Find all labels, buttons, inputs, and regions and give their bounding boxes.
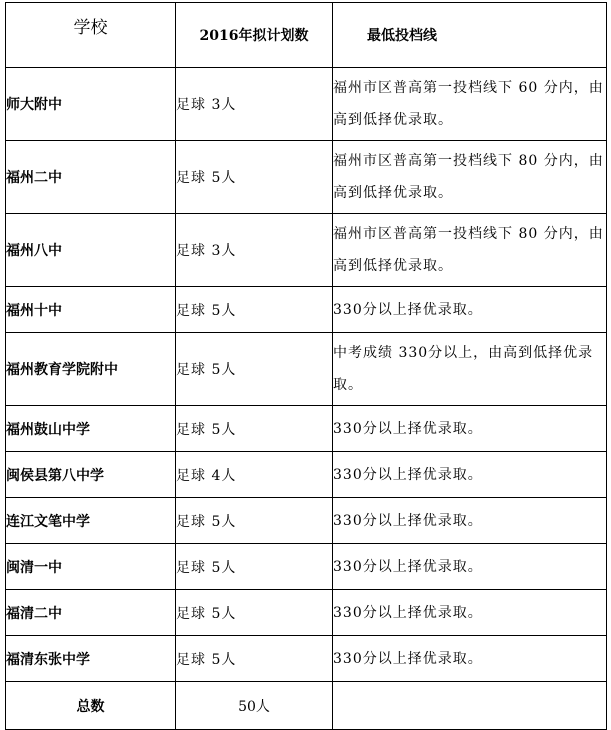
- school-name: 闽侯县第八中学: [6, 452, 176, 498]
- table-row: [6, 498, 607, 544]
- min-line-text: 福州市区普高第一投档线下 60 分内，由高到低择优录取。: [333, 68, 607, 141]
- total-value: 50人: [176, 682, 333, 730]
- plan-count: 足球 3人: [176, 214, 333, 287]
- school-name: 福清东张中学: [6, 636, 176, 682]
- table-row: [6, 590, 607, 636]
- plan-count: 足球 5人: [176, 636, 333, 682]
- plan-count: 足球 5人: [176, 544, 333, 590]
- total-label: 总数: [6, 682, 176, 730]
- plan-count: 足球 5人: [176, 406, 333, 452]
- table-row: [6, 544, 607, 590]
- min-line-text: 福州市区普高第一投档线下 80 分内，由高到低择优录取。: [333, 141, 607, 214]
- min-line-text: 330分以上择优录取。: [333, 590, 607, 636]
- min-line-text: 福州市区普高第一投档线下 80 分内，由高到低择优录取。: [333, 214, 607, 287]
- plan-count: 足球 5人: [176, 287, 333, 333]
- min-line-text: 330分以上择优录取。: [333, 452, 607, 498]
- plan-count: 足球 5人: [176, 498, 333, 544]
- school-name: 福州鼓山中学: [6, 406, 176, 452]
- min-line-text: 330分以上择优录取。: [333, 498, 607, 544]
- plan-count: 足球 5人: [176, 333, 333, 406]
- plan-count: 足球 3人: [176, 68, 333, 141]
- school-name: 福州教育学院附中: [6, 333, 176, 406]
- total-row: [6, 682, 607, 730]
- min-line-text: 330分以上择优录取。: [333, 287, 607, 333]
- table-row: [6, 287, 607, 333]
- header-row: [6, 3, 607, 68]
- table-row: [6, 636, 607, 682]
- total-empty-cell: [333, 682, 607, 730]
- table-row: [6, 214, 607, 287]
- table-row: [6, 452, 607, 498]
- min-line-text: 330分以上择优录取。: [333, 636, 607, 682]
- table-row: [6, 141, 607, 214]
- header-min-line: 最低投档线: [333, 3, 607, 68]
- plan-count: 足球 4人: [176, 452, 333, 498]
- table-row: [6, 68, 607, 141]
- header-school: 学校: [6, 3, 176, 68]
- header-plan: 2016年拟计划数: [176, 3, 333, 68]
- school-name: 福州十中: [6, 287, 176, 333]
- school-name: 闽清一中: [6, 544, 176, 590]
- table-row: [6, 406, 607, 452]
- admission-table: [5, 2, 607, 730]
- plan-count: 足球 5人: [176, 141, 333, 214]
- min-line-text: 中考成绩 330分以上，由高到低择优录取。: [333, 333, 607, 406]
- school-name: 连江文笔中学: [6, 498, 176, 544]
- school-name: 福州八中: [6, 214, 176, 287]
- plan-count: 足球 5人: [176, 590, 333, 636]
- min-line-text: 330分以上择优录取。: [333, 544, 607, 590]
- school-name: 福清二中: [6, 590, 176, 636]
- table-row: [6, 333, 607, 406]
- school-name: 福州二中: [6, 141, 176, 214]
- min-line-text: 330分以上择优录取。: [333, 406, 607, 452]
- school-name: 师大附中: [6, 68, 176, 141]
